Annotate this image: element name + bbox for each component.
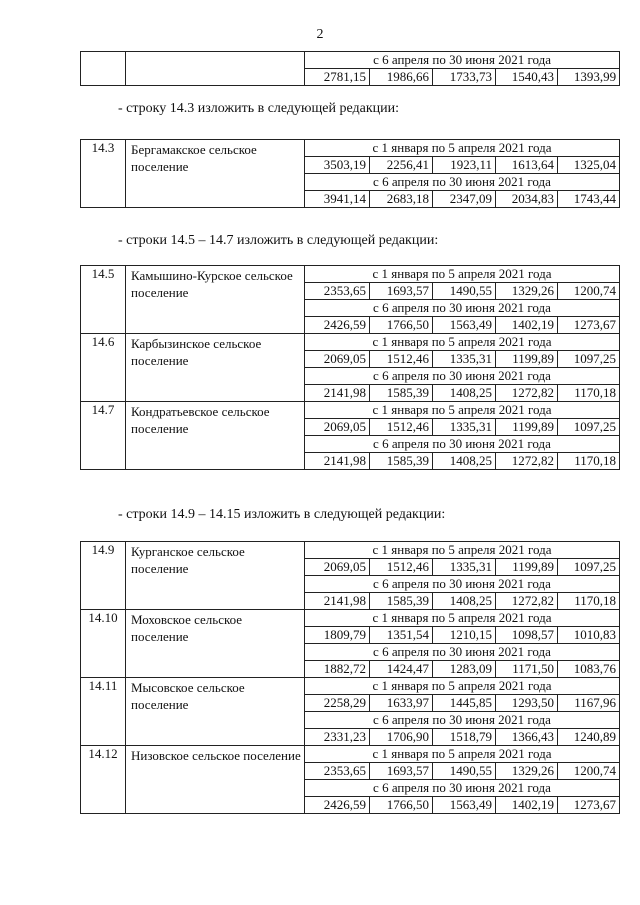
value-cell: 1171,50 [496, 661, 558, 678]
value-cell: 1540,43 [496, 69, 558, 86]
value-cell: 1083,76 [558, 661, 620, 678]
value-cell: 1766,50 [370, 317, 433, 334]
value-cell: 2141,98 [305, 385, 370, 402]
table-row [81, 266, 620, 283]
value-cell: 1518,79 [433, 729, 496, 746]
value-cell: 1445,85 [433, 695, 496, 712]
value-cell: 1170,18 [558, 453, 620, 470]
value-cell: 1273,67 [558, 797, 620, 814]
code-cell [81, 52, 126, 86]
value-cell: 1923,11 [433, 157, 496, 174]
settlement-name: Моховское сельское поселение [126, 610, 305, 678]
value-cell: 2353,65 [305, 763, 370, 780]
table-row [81, 140, 620, 157]
instruction-paragraph: - строки 14.5 – 14.7 изложить в следующей редакции: [118, 233, 439, 248]
period-cell: с 6 апреля по 30 июня 2021 года [305, 780, 620, 797]
page-number: 2 [316, 27, 324, 42]
value-cell: 1408,25 [433, 453, 496, 470]
period-cell: с 6 апреля по 30 июня 2021 года [305, 436, 620, 453]
settlement-name: Бергамакское сельское поселение [126, 140, 305, 208]
value-cell: 1563,49 [433, 317, 496, 334]
continuation-table [80, 51, 620, 86]
value-cell: 1512,46 [370, 351, 433, 368]
row-code: 14.3 [81, 140, 126, 208]
name-cell [126, 52, 305, 86]
table-row [81, 402, 620, 419]
value-cell: 1585,39 [370, 385, 433, 402]
value-cell: 2426,59 [305, 797, 370, 814]
row-code: 14.10 [81, 610, 126, 678]
value-cell: 1424,47 [370, 661, 433, 678]
value-cell: 1098,57 [496, 627, 558, 644]
value-cell: 1335,31 [433, 419, 496, 436]
row-code: 14.5 [81, 266, 126, 334]
value-cell: 1693,57 [370, 283, 433, 300]
value-cell: 1272,82 [496, 593, 558, 610]
table-row [81, 746, 620, 763]
settlement-table-14-5-14-7 [80, 265, 620, 470]
period-cell: с 1 января по 5 апреля 2021 года [305, 542, 620, 559]
value-cell: 1490,55 [433, 283, 496, 300]
row-code: 14.9 [81, 542, 126, 610]
value-cell: 1325,04 [558, 157, 620, 174]
value-cell: 1743,44 [558, 191, 620, 208]
value-cell: 2141,98 [305, 453, 370, 470]
value-cell: 1097,25 [558, 351, 620, 368]
value-cell: 2683,18 [370, 191, 433, 208]
row-code: 14.7 [81, 402, 126, 470]
period-cell: с 1 января по 5 апреля 2021 года [305, 678, 620, 695]
settlement-name: Мысовское сельское поселение [126, 678, 305, 746]
value-cell: 1170,18 [558, 593, 620, 610]
value-cell: 1329,26 [496, 763, 558, 780]
value-cell: 1512,46 [370, 419, 433, 436]
value-cell: 2034,83 [496, 191, 558, 208]
value-cell: 1402,19 [496, 797, 558, 814]
value-cell: 1585,39 [370, 593, 433, 610]
value-cell: 3503,19 [305, 157, 370, 174]
period-cell: с 6 апреля по 30 июня 2021 года [305, 712, 620, 729]
value-cell: 1273,67 [558, 317, 620, 334]
value-cell: 1097,25 [558, 559, 620, 576]
value-cell: 2781,15 [305, 69, 370, 86]
value-cell: 1097,25 [558, 419, 620, 436]
period-cell: с 1 января по 5 апреля 2021 года [305, 746, 620, 763]
value-cell: 1272,82 [496, 385, 558, 402]
table-row [81, 334, 620, 351]
value-cell: 1733,73 [433, 69, 496, 86]
value-cell: 1809,79 [305, 627, 370, 644]
period-cell: с 6 апреля по 30 июня 2021 года [305, 174, 620, 191]
settlement-name: Кондратьевское сельское поселение [126, 402, 305, 470]
value-cell: 1293,50 [496, 695, 558, 712]
value-cell: 1167,96 [558, 695, 620, 712]
value-cell: 1170,18 [558, 385, 620, 402]
instruction-paragraph: - строки 14.9 – 14.15 изложить в следующей редакции: [118, 507, 446, 522]
value-cell: 2069,05 [305, 419, 370, 436]
period-cell: с 6 апреля по 30 июня 2021 года [305, 368, 620, 385]
value-cell: 2426,59 [305, 317, 370, 334]
row-code: 14.11 [81, 678, 126, 746]
value-cell: 1199,89 [496, 419, 558, 436]
value-cell: 1986,66 [370, 69, 433, 86]
value-cell: 1613,64 [496, 157, 558, 174]
value-cell: 1393,99 [558, 69, 620, 86]
row-code: 14.6 [81, 334, 126, 402]
value-cell: 2258,29 [305, 695, 370, 712]
period-cell: с 1 января по 5 апреля 2021 года [305, 334, 620, 351]
instruction-paragraph: - строку 14.3 изложить в следующей редакции: [118, 101, 400, 116]
value-cell: 1199,89 [496, 559, 558, 576]
settlement-name: Низовское сельское поселение [126, 746, 305, 814]
value-cell: 2069,05 [305, 559, 370, 576]
settlement-name: Карбызинское сельское поселение [126, 334, 305, 402]
value-cell: 1882,72 [305, 661, 370, 678]
period-cell: с 1 января по 5 апреля 2021 года [305, 402, 620, 419]
settlement-name: Камышино-Курское сельское поселение [126, 266, 305, 334]
value-cell: 1210,15 [433, 627, 496, 644]
value-cell: 1010,83 [558, 627, 620, 644]
period-cell: с 6 апреля по 30 июня 2021 года [305, 644, 620, 661]
value-cell: 1633,97 [370, 695, 433, 712]
row-code: 14.12 [81, 746, 126, 814]
value-cell: 1693,57 [370, 763, 433, 780]
value-cell: 2331,23 [305, 729, 370, 746]
value-cell: 1563,49 [433, 797, 496, 814]
value-cell: 2141,98 [305, 593, 370, 610]
table-row [81, 678, 620, 695]
value-cell: 1200,74 [558, 283, 620, 300]
table-row [81, 610, 620, 627]
table-row [81, 52, 620, 69]
value-cell: 1200,74 [558, 763, 620, 780]
value-cell: 1512,46 [370, 559, 433, 576]
value-cell: 1585,39 [370, 453, 433, 470]
value-cell: 1335,31 [433, 559, 496, 576]
value-cell: 1351,54 [370, 627, 433, 644]
table-row [81, 542, 620, 559]
value-cell: 1283,09 [433, 661, 496, 678]
period-cell: с 1 января по 5 апреля 2021 года [305, 266, 620, 283]
value-cell: 1408,25 [433, 593, 496, 610]
value-cell: 2069,05 [305, 351, 370, 368]
value-cell: 1272,82 [496, 453, 558, 470]
value-cell: 1335,31 [433, 351, 496, 368]
value-cell: 1366,43 [496, 729, 558, 746]
value-cell: 1240,89 [558, 729, 620, 746]
value-cell: 2353,65 [305, 283, 370, 300]
value-cell: 1490,55 [433, 763, 496, 780]
value-cell: 2256,41 [370, 157, 433, 174]
settlement-table-14-3 [80, 139, 620, 208]
value-cell: 1329,26 [496, 283, 558, 300]
period-cell: с 6 апреля по 30 июня 2021 года [305, 300, 620, 317]
period-cell: с 6 апреля по 30 июня 2021 года [305, 576, 620, 593]
period-cell: с 6 апреля по 30 июня 2021 года [305, 52, 620, 69]
value-cell: 1766,50 [370, 797, 433, 814]
value-cell: 1402,19 [496, 317, 558, 334]
value-cell: 2347,09 [433, 191, 496, 208]
settlement-table-14-9-14-15 [80, 541, 620, 814]
period-cell: с 1 января по 5 апреля 2021 года [305, 140, 620, 157]
value-cell: 1408,25 [433, 385, 496, 402]
period-cell: с 1 января по 5 апреля 2021 года [305, 610, 620, 627]
value-cell: 3941,14 [305, 191, 370, 208]
value-cell: 1706,90 [370, 729, 433, 746]
settlement-name: Курганское сельское поселение [126, 542, 305, 610]
value-cell: 1199,89 [496, 351, 558, 368]
